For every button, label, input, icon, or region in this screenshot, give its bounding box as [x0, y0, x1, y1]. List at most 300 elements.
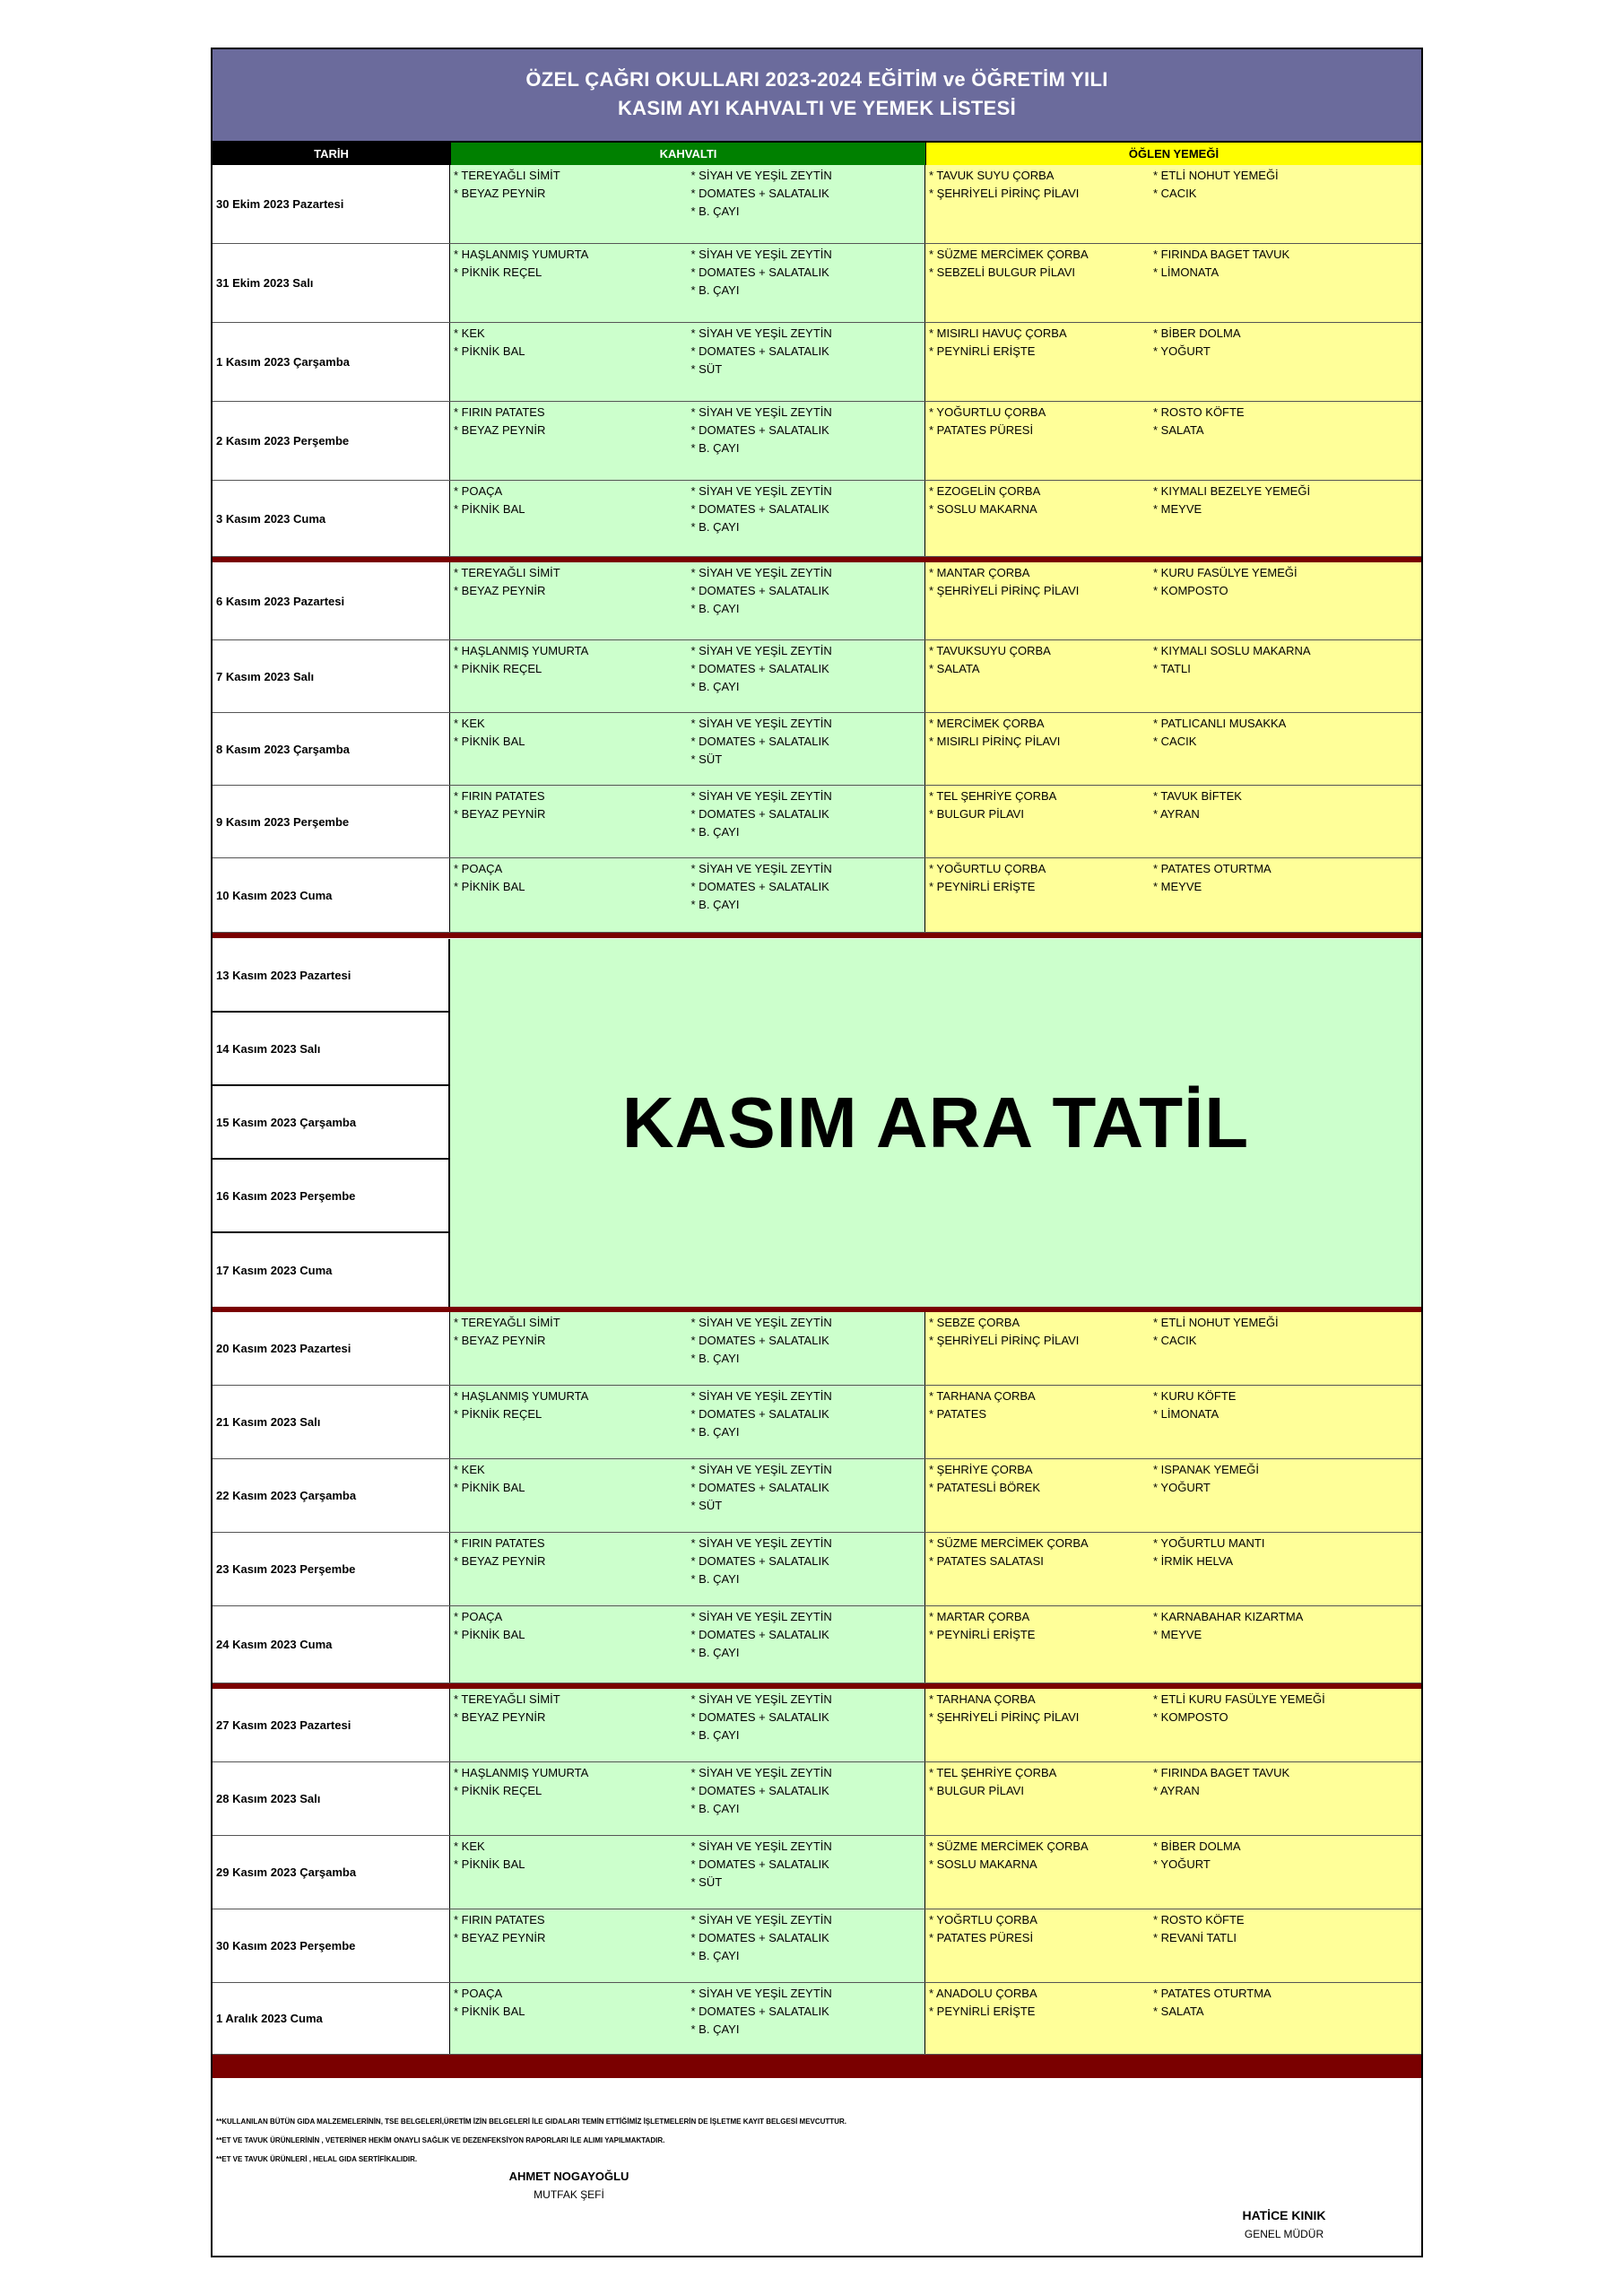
lunch-cell: [925, 1459, 1421, 1532]
menu-row: [213, 1459, 1421, 1533]
menu-column: [1151, 1386, 1421, 1458]
menu-item: * KEK: [454, 1463, 485, 1476]
menu-item: * PİKNİK BAL: [454, 1481, 525, 1494]
menu-row: [213, 786, 1421, 858]
week-separator: [213, 557, 1421, 562]
row-date: 21 Kasım 2023 Salı: [213, 1386, 450, 1458]
menu-item: * POAÇA: [454, 1610, 503, 1623]
menu-item: * DOMATES + SALATALIK: [690, 265, 829, 279]
row-date: 20 Kasım 2023 Pazartesi: [213, 1312, 450, 1385]
menu-item: * B. ÇAYI: [690, 441, 740, 455]
menu-column: [925, 1762, 1151, 1835]
menu-column: [1151, 1836, 1421, 1909]
menu-item: * TEL ŞEHRİYE ÇORBA: [929, 789, 1057, 803]
header-date: TARİH: [213, 143, 450, 165]
row-date: 31 Ekim 2023 Salı: [213, 244, 450, 322]
menu-column: [450, 1386, 688, 1458]
menu-item: * SİYAH VE YEŞİL ZEYTİN: [690, 717, 832, 730]
menu-item: * SİYAH VE YEŞİL ZEYTİN: [690, 1913, 832, 1926]
menu-item: * PEYNİRLİ ERİŞTE: [929, 344, 1036, 358]
menu-item: * SİYAH VE YEŞİL ZEYTİN: [690, 1389, 832, 1403]
menu-item: * TATLI: [1153, 662, 1191, 675]
menu-item: * DOMATES + SALATALIK: [690, 807, 829, 821]
menu-item: * KEK: [454, 326, 485, 340]
menu-item: * DOMATES + SALATALIK: [690, 423, 829, 437]
menu-item: * BEYAZ PEYNİR: [454, 187, 546, 200]
menu-item: * DOMATES + SALATALIK: [690, 1334, 829, 1347]
menu-item: * POAÇA: [454, 862, 503, 875]
menu-item: * ŞEHRİYELİ PİRİNÇ PİLAVI: [929, 187, 1080, 200]
menu-row: [213, 165, 1421, 244]
holiday-date: 17 Kasım 2023 Cuma: [216, 1263, 333, 1277]
menu-item: * DOMATES + SALATALIK: [690, 1784, 829, 1797]
menu-item: * PİKNİK BAL: [454, 880, 525, 893]
menu-row: [213, 1533, 1421, 1606]
row-date: 24 Kasım 2023 Cuma: [213, 1606, 450, 1683]
lunch-cell: [925, 1312, 1421, 1385]
lunch-cell: [925, 786, 1421, 857]
lunch-cell: [925, 640, 1421, 712]
menu-column: [688, 562, 925, 639]
holiday-date: 13 Kasım 2023 Pazartesi: [213, 939, 448, 1013]
menu-item: * MEYVE: [1153, 1628, 1202, 1641]
menu-item: * YOĞURTLU MANTI: [1153, 1536, 1265, 1550]
menu-item: * SİYAH VE YEŞİL ZEYTİN: [690, 1839, 832, 1853]
row-date: 27 Kasım 2023 Pazartesi: [213, 1689, 450, 1761]
menu-item: * DOMATES + SALATALIK: [690, 1554, 829, 1568]
breakfast-cell: [450, 1312, 925, 1385]
menu-row: [213, 1689, 1421, 1762]
menu-item: * YOĞRTLU ÇORBA: [929, 1913, 1037, 1926]
menu-item: * B. ÇAYI: [690, 1352, 740, 1365]
menu-item: * ŞEHRİYE ÇORBA: [929, 1463, 1033, 1476]
menu-item: * PİKNİK BAL: [454, 1628, 525, 1641]
lunch-cell: [925, 481, 1421, 556]
menu-item: * SİYAH VE YEŞİL ZEYTİN: [690, 644, 832, 657]
menu-item: * EZOGELİN ÇORBA: [929, 484, 1041, 498]
menu-row: [213, 562, 1421, 640]
menu-item: * LİMONATA: [1153, 1407, 1219, 1421]
menu-item: * SÜT: [690, 1499, 723, 1512]
menu-item: * PİKNİK BAL: [454, 502, 525, 516]
menu-column: [688, 1459, 925, 1532]
menu-item: * TEREYAĞLI SİMİT: [454, 1692, 560, 1706]
menu-column: [925, 1983, 1151, 2054]
menu-item: * B. ÇAYI: [690, 602, 740, 615]
menu-item: * MISIRLI PİRİNÇ PİLAVI: [929, 735, 1061, 748]
menu-item: * SÜT: [690, 362, 723, 376]
menu-item: * AYRAN: [1153, 807, 1200, 821]
menu-item: * SİYAH VE YEŞİL ZEYTİN: [690, 1463, 832, 1476]
breakfast-cell: [450, 244, 925, 322]
breakfast-cell: [450, 1836, 925, 1909]
menu-row: [213, 1606, 1421, 1683]
menu-column: [925, 786, 1151, 857]
menu-item: * ETLİ KURU FASÜLYE YEMEĞİ: [1153, 1692, 1325, 1706]
menu-item: * TAVUK SUYU ÇORBA: [929, 169, 1055, 182]
menu-item: * BEYAZ PEYNİR: [454, 423, 546, 437]
menu-item: * LİMONATA: [1153, 265, 1219, 279]
menu-row: [213, 1836, 1421, 1909]
menu-item: * DOMATES + SALATALIK: [690, 735, 829, 748]
menu-column: [688, 1836, 925, 1909]
menu-item: * SİYAH VE YEŞİL ZEYTİN: [690, 169, 832, 182]
menu-row: [213, 1386, 1421, 1459]
menu-item: * B. ÇAYI: [690, 2022, 740, 2036]
menu-item: * BİBER DOLMA: [1153, 326, 1241, 340]
menu-column: [688, 323, 925, 401]
menu-item: * SALATA: [929, 662, 980, 675]
menu-item: * KIYMALI BEZELYE YEMEĞİ: [1153, 484, 1311, 498]
menu-column: [925, 640, 1151, 712]
menu-column: [1151, 165, 1421, 243]
lunch-cell: [925, 244, 1421, 322]
menu-item: * SÜT: [690, 1875, 723, 1889]
menu-item: * SALATA: [1153, 2005, 1204, 2018]
menu-item: * B. ÇAYI: [690, 1949, 740, 1962]
menu-column: [688, 713, 925, 785]
holiday-dates: [213, 939, 450, 1307]
lunch-cell: [925, 1386, 1421, 1458]
menu-column: [450, 1459, 688, 1532]
menu-item: * B. ÇAYI: [690, 680, 740, 693]
menu-item: * İRMİK HELVA: [1153, 1554, 1234, 1568]
menu-row: [213, 402, 1421, 481]
breakfast-cell: [450, 562, 925, 639]
menu-column: [688, 165, 925, 243]
breakfast-cell: [450, 1762, 925, 1835]
menu-item: * B. ÇAYI: [690, 283, 740, 297]
menu-column: [1151, 481, 1421, 556]
column-headers: [213, 143, 1421, 165]
director-title: GENEL MÜDÜR: [1244, 2228, 1324, 2240]
menu-column: [450, 1689, 688, 1761]
menu-sheet: [211, 48, 1423, 2257]
lunch-cell: [925, 1909, 1421, 1982]
menu-row: [213, 244, 1421, 323]
breakfast-cell: [450, 786, 925, 857]
menu-column: [450, 858, 688, 932]
menu-item: * DOMATES + SALATALIK: [690, 1481, 829, 1494]
menu-item: * HAŞLANMIŞ YUMURTA: [454, 1766, 589, 1779]
chef-name: AHMET NOGAYOĞLU: [508, 2170, 629, 2183]
row-date: 30 Ekim 2023 Pazartesi: [213, 165, 450, 243]
menu-item: * PİKNİK BAL: [454, 735, 525, 748]
menu-column: [925, 1836, 1151, 1909]
menu-column: [450, 323, 688, 401]
breakfast-cell: [450, 858, 925, 932]
menu-item: * PİKNİK REÇEL: [454, 265, 542, 279]
menu-item: * B. ÇAYI: [690, 520, 740, 534]
lunch-cell: [925, 858, 1421, 932]
menu-item: * BİBER DOLMA: [1153, 1839, 1241, 1853]
breakfast-cell: [450, 1689, 925, 1761]
lunch-cell: [925, 1606, 1421, 1683]
lunch-cell: [925, 562, 1421, 639]
menu-column: [1151, 786, 1421, 857]
lunch-cell: [925, 402, 1421, 480]
menu-column: [925, 1689, 1151, 1761]
menu-item: * BULGUR PİLAVI: [929, 807, 1024, 821]
menu-item: * SİYAH VE YEŞİL ZEYTİN: [690, 1987, 832, 2000]
menu-item: * BEYAZ PEYNİR: [454, 1554, 546, 1568]
menu-item: * YOĞURTLU ÇORBA: [929, 405, 1046, 419]
menu-item: * PEYNİRLİ ERİŞTE: [929, 880, 1036, 893]
row-date: 30 Kasım 2023 Perşembe: [213, 1909, 450, 1982]
menu-item: * FIRIN PATATES: [454, 1913, 545, 1926]
row-date: 22 Kasım 2023 Çarşamba: [213, 1459, 450, 1532]
breakfast-cell: [450, 1459, 925, 1532]
menu-item: * MANTAR ÇORBA: [929, 566, 1030, 579]
row-date: 1 Kasım 2023 Çarşamba: [213, 323, 450, 401]
menu-column: [450, 1762, 688, 1835]
menu-column: [1151, 1606, 1421, 1683]
menu-item: * B. ÇAYI: [690, 898, 740, 911]
menu-item: * MEYVE: [1153, 502, 1202, 516]
menu-row: [213, 481, 1421, 557]
menu-item: * DOMATES + SALATALIK: [690, 2005, 829, 2018]
menu-item: * DOMATES + SALATALIK: [690, 1407, 829, 1421]
menu-item: * SİYAH VE YEŞİL ZEYTİN: [690, 789, 832, 803]
menu-item: * PİKNİK BAL: [454, 1857, 525, 1871]
header-breakfast: KAHVALTI: [450, 143, 925, 165]
menu-item: * PEYNİRLİ ERİŞTE: [929, 2005, 1036, 2018]
menu-column: [450, 562, 688, 639]
menu-item: * CACIK: [1153, 1334, 1197, 1347]
lunch-cell: [925, 1836, 1421, 1909]
holiday-date: 15 Kasım 2023 Çarşamba: [213, 1086, 448, 1160]
menu-column: [1151, 402, 1421, 480]
menu-item: * TARHANA ÇORBA: [929, 1692, 1036, 1706]
breakfast-cell: [450, 481, 925, 556]
breakfast-cell: [450, 402, 925, 480]
menu-column: [688, 1606, 925, 1683]
menu-item: * DOMATES + SALATALIK: [690, 584, 829, 597]
menu-item: * PİKNİK REÇEL: [454, 662, 542, 675]
row-date: 7 Kasım 2023 Salı: [213, 640, 450, 712]
menu-item: * YOĞURTLU ÇORBA: [929, 862, 1046, 875]
menu-column: [1151, 1689, 1421, 1761]
menu-item: * KIYMALI SOSLU MAKARNA: [1153, 644, 1311, 657]
menu-column: [925, 713, 1151, 785]
menu-column: [688, 786, 925, 857]
breakfast-cell: [450, 165, 925, 243]
menu-item: * FIRIN PATATES: [454, 789, 545, 803]
menu-column: [925, 1533, 1151, 1605]
menu-column: [688, 1386, 925, 1458]
menu-row: [213, 1983, 1421, 2055]
menu-item: * MEYVE: [1153, 880, 1202, 893]
menu-item: * SİYAH VE YEŞİL ZEYTİN: [690, 1536, 832, 1550]
menu-item: * TAVUKSUYU ÇORBA: [929, 644, 1051, 657]
menu-item: * YOĞURT: [1153, 1857, 1211, 1871]
menu-item: * B. ÇAYI: [690, 1425, 740, 1439]
menu-item: * PATATES: [929, 1407, 987, 1421]
menu-item: * B. ÇAYI: [690, 1646, 740, 1659]
menu-item: * HAŞLANMIŞ YUMURTA: [454, 248, 589, 261]
menu-item: * POAÇA: [454, 1987, 503, 2000]
menu-item: * PİKNİK BAL: [454, 2005, 525, 2018]
menu-column: [925, 858, 1151, 932]
menu-item: * BEYAZ PEYNİR: [454, 807, 546, 821]
menu-item: * FIRIN PATATES: [454, 1536, 545, 1550]
breakfast-cell: [450, 1909, 925, 1982]
lunch-cell: [925, 713, 1421, 785]
menu-column: [925, 323, 1151, 401]
note-line: **KULLANILAN BÜTÜN GIDA MALZEMELERİNİN, TSE BELGELERİ,ÜRETİM İZİN BELGELERİ İLE GIDALARI TEMİN ETTİĞİMİZ İŞLETMELERİN DE İŞLETME KAYIT BELGESİ MEVCUTTUR.: [216, 2118, 846, 2126]
menu-column: [450, 402, 688, 480]
menu-item: * SİYAH VE YEŞİL ZEYTİN: [690, 1766, 832, 1779]
menu-item: * KARNABAHAR KIZARTMA: [1153, 1610, 1304, 1623]
menu-column: [450, 786, 688, 857]
menu-item: * MERCİMEK ÇORBA: [929, 717, 1045, 730]
menu-item: * MARTAR ÇORBA: [929, 1610, 1030, 1623]
row-date: 10 Kasım 2023 Cuma: [213, 858, 450, 932]
menu-item: * TEL ŞEHRİYE ÇORBA: [929, 1766, 1057, 1779]
lunch-cell: [925, 323, 1421, 401]
menu-item: * SÜZME MERCİMEK ÇORBA: [929, 1536, 1089, 1550]
menu-item: * FIRIN PATATES: [454, 405, 545, 419]
menu-column: [1151, 858, 1421, 932]
menu-column: [925, 481, 1151, 556]
menu-item: * PİKNİK REÇEL: [454, 1407, 542, 1421]
header-lunch: ÖĞLEN YEMEĞİ: [925, 143, 1421, 165]
chef-title: MUTFAK ŞEFİ: [534, 2188, 604, 2201]
menu-item: * KEK: [454, 1839, 485, 1853]
row-date: 23 Kasım 2023 Perşembe: [213, 1533, 450, 1605]
lunch-cell: [925, 1689, 1421, 1761]
menu-column: [925, 402, 1151, 480]
menu-item: * KURU FASÜLYE YEMEĞİ: [1153, 566, 1298, 579]
menu-item: * FIRINDA BAGET TAVUK: [1153, 248, 1290, 261]
holiday-date: 16 Kasım 2023 Perşembe: [213, 1160, 448, 1233]
menu-column: [1151, 244, 1421, 322]
lunch-cell: [925, 1533, 1421, 1605]
menu-item: * SALATA: [1153, 423, 1204, 437]
menu-item: * ŞEHRİYELİ PİRİNÇ PİLAVI: [929, 1334, 1080, 1347]
menu-item: * SOSLU MAKARNA: [929, 502, 1037, 516]
menu-column: [450, 640, 688, 712]
menu-item: * DOMATES + SALATALIK: [690, 662, 829, 675]
menu-row: [213, 323, 1421, 402]
menu-item: * SEBZELİ BULGUR PİLAVI: [929, 265, 1076, 279]
menu-row: [213, 1909, 1421, 1983]
week-separator: [213, 933, 1421, 938]
breakfast-cell: [450, 1533, 925, 1605]
menu-item: * KURU KÖFTE: [1153, 1389, 1237, 1403]
menu-item: * PATLICANLI MUSAKKA: [1153, 717, 1287, 730]
menu-item: * SİYAH VE YEŞİL ZEYTİN: [690, 1610, 832, 1623]
menu-item: * SİYAH VE YEŞİL ZEYTİN: [690, 484, 832, 498]
menu-row: [213, 640, 1421, 713]
menu-column: [1151, 1909, 1421, 1982]
menu-item: * ANADOLU ÇORBA: [929, 1987, 1037, 2000]
menu-column: [1151, 1459, 1421, 1532]
menu-item: * SİYAH VE YEŞİL ZEYTİN: [690, 1316, 832, 1329]
menu-item: * CACIK: [1153, 187, 1197, 200]
menu-column: [1151, 323, 1421, 401]
menu-item: * KOMPOSTO: [1153, 584, 1228, 597]
chef-signature: [213, 2168, 925, 2204]
menu-item: * DOMATES + SALATALIK: [690, 1931, 829, 1944]
menu-item: * BEYAZ PEYNİR: [454, 1931, 546, 1944]
menu-item: * B. ÇAYI: [690, 204, 740, 218]
menu-column: [450, 713, 688, 785]
note-line: **ET VE TAVUK ÜRÜNLERİ , HELAL GIDA SERTİFİKALIDIR.: [216, 2155, 418, 2163]
menu-item: * PATATES SALATASI: [929, 1554, 1044, 1568]
menu-item: * SOSLU MAKARNA: [929, 1857, 1037, 1871]
menu-column: [1151, 562, 1421, 639]
menu-column: [450, 1312, 688, 1385]
breakfast-cell: [450, 713, 925, 785]
lunch-cell: [925, 1983, 1421, 2054]
title-band: [213, 49, 1421, 143]
menu-column: [450, 1909, 688, 1982]
notes: [216, 2112, 846, 2169]
menu-column: [1151, 713, 1421, 785]
breakfast-cell: [450, 1386, 925, 1458]
breakfast-cell: [450, 640, 925, 712]
menu-item: * B. ÇAYI: [690, 1728, 740, 1742]
menu-item: * DOMATES + SALATALIK: [690, 344, 829, 358]
menu-column: [1151, 640, 1421, 712]
director-signature: [1181, 2205, 1387, 2243]
menu-item: * PEYNİRLİ ERİŞTE: [929, 1628, 1036, 1641]
menu-item: * PATATES PÜRESİ: [929, 423, 1034, 437]
menu-item: * ROSTO KÖFTE: [1153, 405, 1245, 419]
menu-column: [688, 244, 925, 322]
menu-column: [688, 481, 925, 556]
menu-item: * SÜZME MERCİMEK ÇORBA: [929, 1839, 1089, 1853]
menu-item: * CACIK: [1153, 735, 1197, 748]
menu-column: [1151, 1312, 1421, 1385]
menu-column: [688, 1689, 925, 1761]
menu-item: * ROSTO KÖFTE: [1153, 1913, 1245, 1926]
holiday-block: [213, 939, 1421, 1307]
holiday-date: 14 Kasım 2023 Salı: [213, 1013, 448, 1086]
menu-column: [450, 165, 688, 243]
menu-column: [450, 1836, 688, 1909]
menu-item: * SEBZE ÇORBA: [929, 1316, 1020, 1329]
menu-item: * YOĞURT: [1153, 1481, 1211, 1494]
menu-item: * TEREYAĞLI SİMİT: [454, 1316, 560, 1329]
row-date: 8 Kasım 2023 Çarşamba: [213, 713, 450, 785]
menu-item: * SÜZME MERCİMEK ÇORBA: [929, 248, 1089, 261]
menu-item: * DOMATES + SALATALIK: [690, 187, 829, 200]
menu-column: [1151, 1762, 1421, 1835]
menu-column: [688, 402, 925, 480]
menu-column: [925, 1312, 1151, 1385]
lunch-cell: [925, 1762, 1421, 1835]
menu-item: * DOMATES + SALATALIK: [690, 1857, 829, 1871]
menu-item: * PATATES PÜRESİ: [929, 1931, 1034, 1944]
menu-item: * SÜT: [690, 752, 723, 766]
row-date: 9 Kasım 2023 Perşembe: [213, 786, 450, 857]
menu-item: * SİYAH VE YEŞİL ZEYTİN: [690, 326, 832, 340]
menu-row: [213, 1312, 1421, 1386]
menu-item: * BEYAZ PEYNİR: [454, 1710, 546, 1724]
menu-item: * KOMPOSTO: [1153, 1710, 1228, 1724]
menu-row: [213, 858, 1421, 933]
menu-item: * PATATES OTURTMA: [1153, 1987, 1271, 2000]
menu-column: [450, 481, 688, 556]
menu-item: * BEYAZ PEYNİR: [454, 584, 546, 597]
director-name: HATİCE KINIK: [1242, 2208, 1326, 2222]
menu-item: * ŞEHRİYELİ PİRİNÇ PİLAVI: [929, 584, 1080, 597]
menu-item: * DOMATES + SALATALIK: [690, 502, 829, 516]
menu-column: [1151, 1983, 1421, 2054]
menu-item: * AYRAN: [1153, 1784, 1200, 1797]
